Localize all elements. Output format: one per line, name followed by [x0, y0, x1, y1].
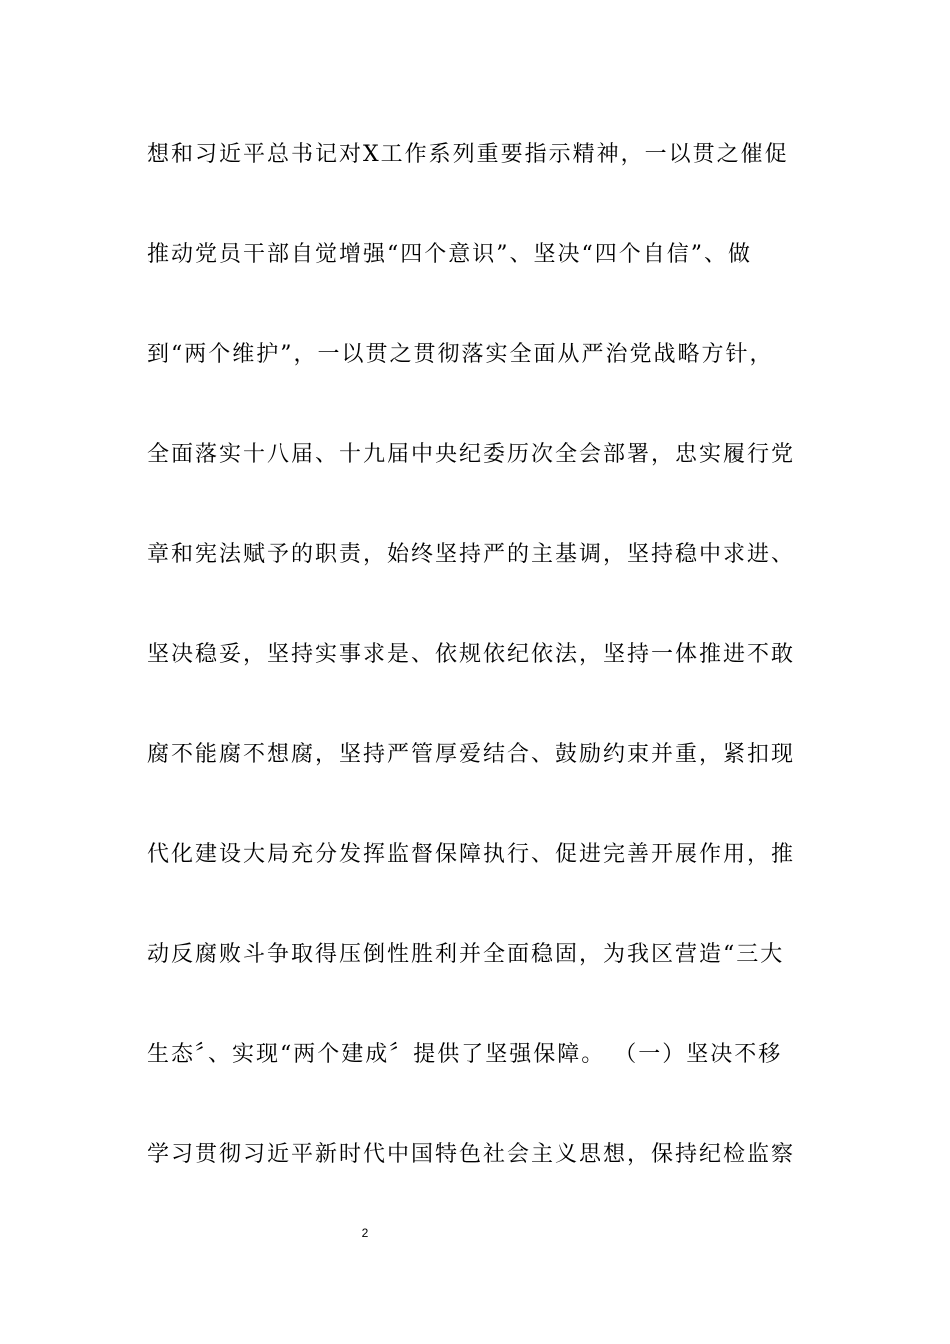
text-line: 代化建设大局充分发挥监督保障执行、促进完善开展作用，推	[147, 842, 796, 867]
text-line: 动反腐败斗争取得压倒性胜利并全面稳固，为我区营造“三大	[147, 942, 785, 967]
text-line: 推动党员干部自觉增强“四个意识”、坚决“四个自信”、做	[147, 242, 752, 267]
text-line: 全面落实十八届、十九届中央纪委历次全会部署，忠实履行党	[147, 442, 796, 467]
text-line: 坚决稳妥，坚持实事求是、依规依纪依法，坚持一体推进不敢	[147, 642, 796, 667]
page-number: 2	[361, 1226, 369, 1240]
body-text	[147, 131, 807, 1231]
text-line: 腐不能腐不想腐，坚持严管厚爱结合、鼓励约束并重，紧扣现	[147, 742, 796, 767]
text-line: 章和宪法赋予的职责，始终坚持严的主基调，坚持稳中求进、	[147, 542, 796, 567]
text-line: 到“两个维护”，一以贯之贯彻落实全面从严治党战略方针，	[147, 342, 774, 367]
text-line: 想和习近平总书记对Ⅹ工作系列重要指示精神，一以贯之催促	[147, 142, 789, 167]
text-line: 生态〞、实现“两个建成〞提供了坚强保障。 （一）坚决不移	[147, 1042, 783, 1067]
text-line: 学习贯彻习近平新时代中国特色社会主义思想，保持纪检监察	[147, 1142, 796, 1167]
